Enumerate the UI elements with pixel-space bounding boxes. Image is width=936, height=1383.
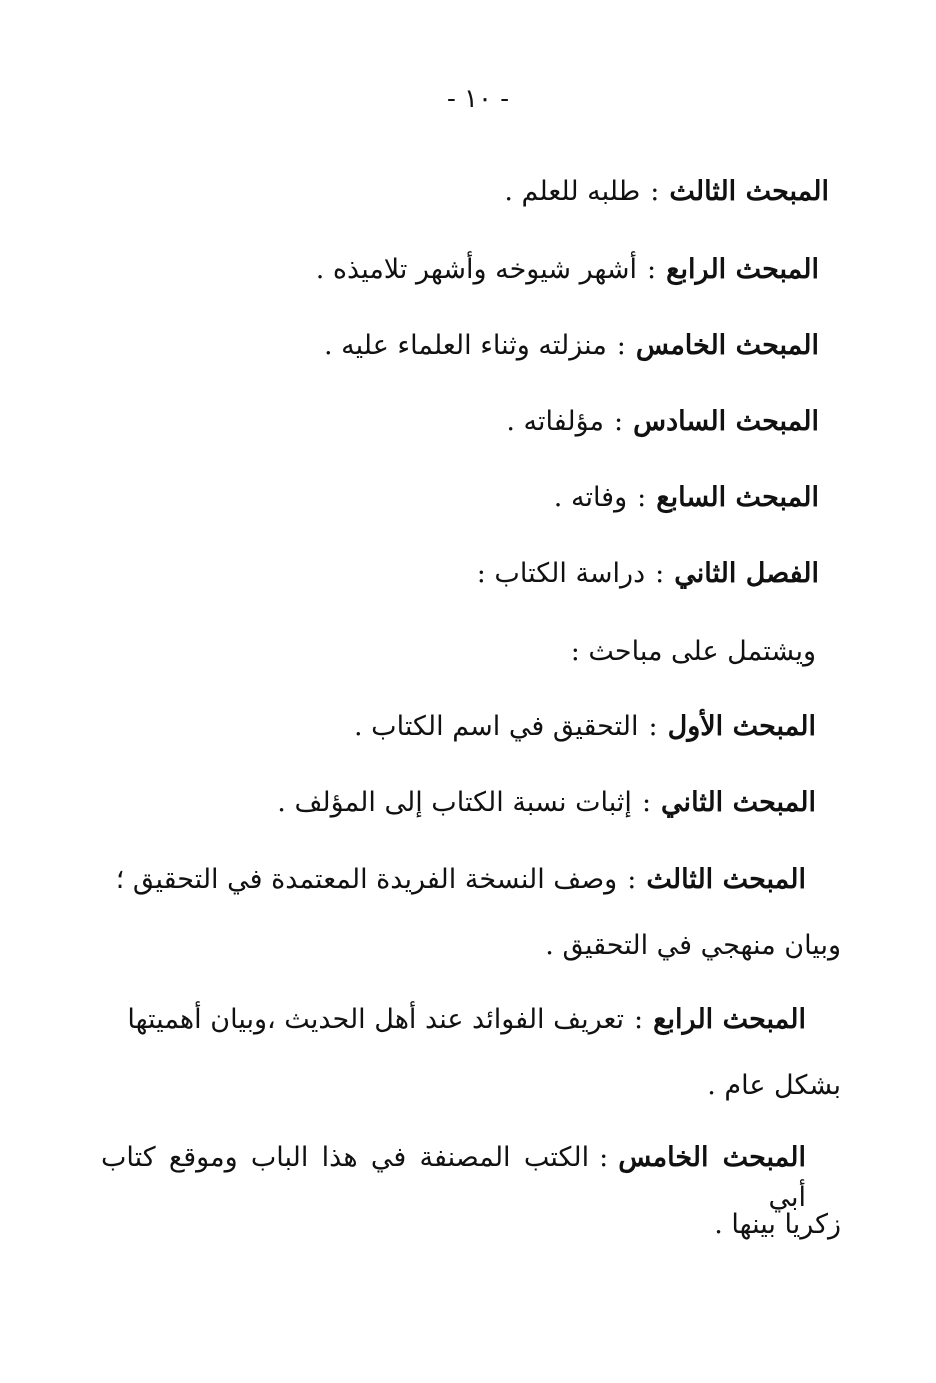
entry-heading: المبحث الثاني bbox=[661, 787, 816, 818]
entry-heading: المبحث الثالث bbox=[669, 176, 829, 207]
toc-entry-1 bbox=[504, 172, 829, 212]
entry-heading: المبحث السادس bbox=[633, 406, 819, 437]
entry-text: وفاته . bbox=[553, 482, 628, 513]
entry-separator: : bbox=[616, 330, 626, 361]
toc-entry-10 bbox=[101, 860, 806, 900]
entry-separator: : bbox=[655, 558, 665, 589]
entry-text: الكتب المصنفة في هذا الباب وموقع كتاب أبي bbox=[101, 1142, 806, 1213]
entry-separator: : bbox=[599, 1142, 609, 1173]
entry-heading: المبحث السابع bbox=[656, 482, 819, 513]
toc-entry-12 bbox=[101, 1138, 806, 1218]
page-number: - ١٠ - bbox=[446, 84, 510, 114]
entry-heading: المبحث الأول bbox=[667, 711, 816, 742]
entry-text: إثبات نسبة الكتاب إلى المؤلف . bbox=[277, 787, 632, 818]
toc-entry-8 bbox=[354, 707, 816, 747]
entry-separator: : bbox=[634, 1004, 644, 1035]
entry-heading: المبحث الخامس bbox=[618, 1142, 807, 1173]
entry-text: زكريا بينها . bbox=[714, 1209, 841, 1240]
entry-text: مؤلفاته . bbox=[506, 406, 605, 437]
toc-entry-5 bbox=[554, 478, 819, 518]
entry-separator: : bbox=[650, 176, 660, 207]
entry-separator: : bbox=[637, 482, 647, 513]
toc-entry-10-continuation bbox=[545, 926, 841, 966]
entry-text: التحقيق في اسم الكتاب . bbox=[354, 711, 639, 742]
toc-entry-7 bbox=[571, 632, 816, 672]
entry-heading: الفصل الثاني bbox=[674, 558, 819, 589]
entry-separator: : bbox=[614, 406, 624, 437]
entry-text: طلبه للعلم . bbox=[504, 176, 641, 207]
entry-heading: المبحث الخامس bbox=[635, 330, 819, 361]
entry-heading: المبحث الثالث bbox=[646, 864, 806, 895]
entry-separator: : bbox=[641, 787, 652, 818]
entry-text: أشهر شيوخه وأشهر تلاميذه . bbox=[315, 254, 638, 285]
entry-text: منزلته وثناء العلماء عليه . bbox=[324, 330, 607, 361]
entry-heading: المبحث الرابع bbox=[653, 1004, 806, 1035]
entry-heading: المبحث الرابع bbox=[666, 254, 819, 285]
entry-text: وبيان منهجي في التحقيق . bbox=[545, 930, 841, 961]
toc-entry-6 bbox=[477, 554, 819, 594]
entry-text: تعريف الفوائد عند أهل الحديث ،وبيان أهميتها bbox=[127, 1004, 625, 1035]
entry-separator: : bbox=[647, 254, 657, 285]
toc-entry-11 bbox=[101, 1000, 806, 1040]
entry-separator: : bbox=[648, 711, 658, 742]
entry-text: وصف النسخة الفريدة المعتمدة في التحقيق ؛ bbox=[115, 864, 618, 895]
entry-text: دراسة الكتاب : bbox=[476, 558, 646, 589]
toc-entry-11-continuation bbox=[707, 1066, 841, 1106]
toc-entry-12-continuation bbox=[714, 1205, 841, 1245]
entry-separator: : bbox=[627, 864, 637, 895]
toc-entry-9 bbox=[277, 783, 816, 823]
toc-entry-2 bbox=[316, 250, 819, 290]
entry-text: بشكل عام . bbox=[707, 1070, 841, 1101]
toc-entry-4 bbox=[506, 402, 819, 442]
entry-text: ويشتمل على مباحث : bbox=[570, 636, 816, 667]
toc-entry-3 bbox=[324, 326, 819, 366]
